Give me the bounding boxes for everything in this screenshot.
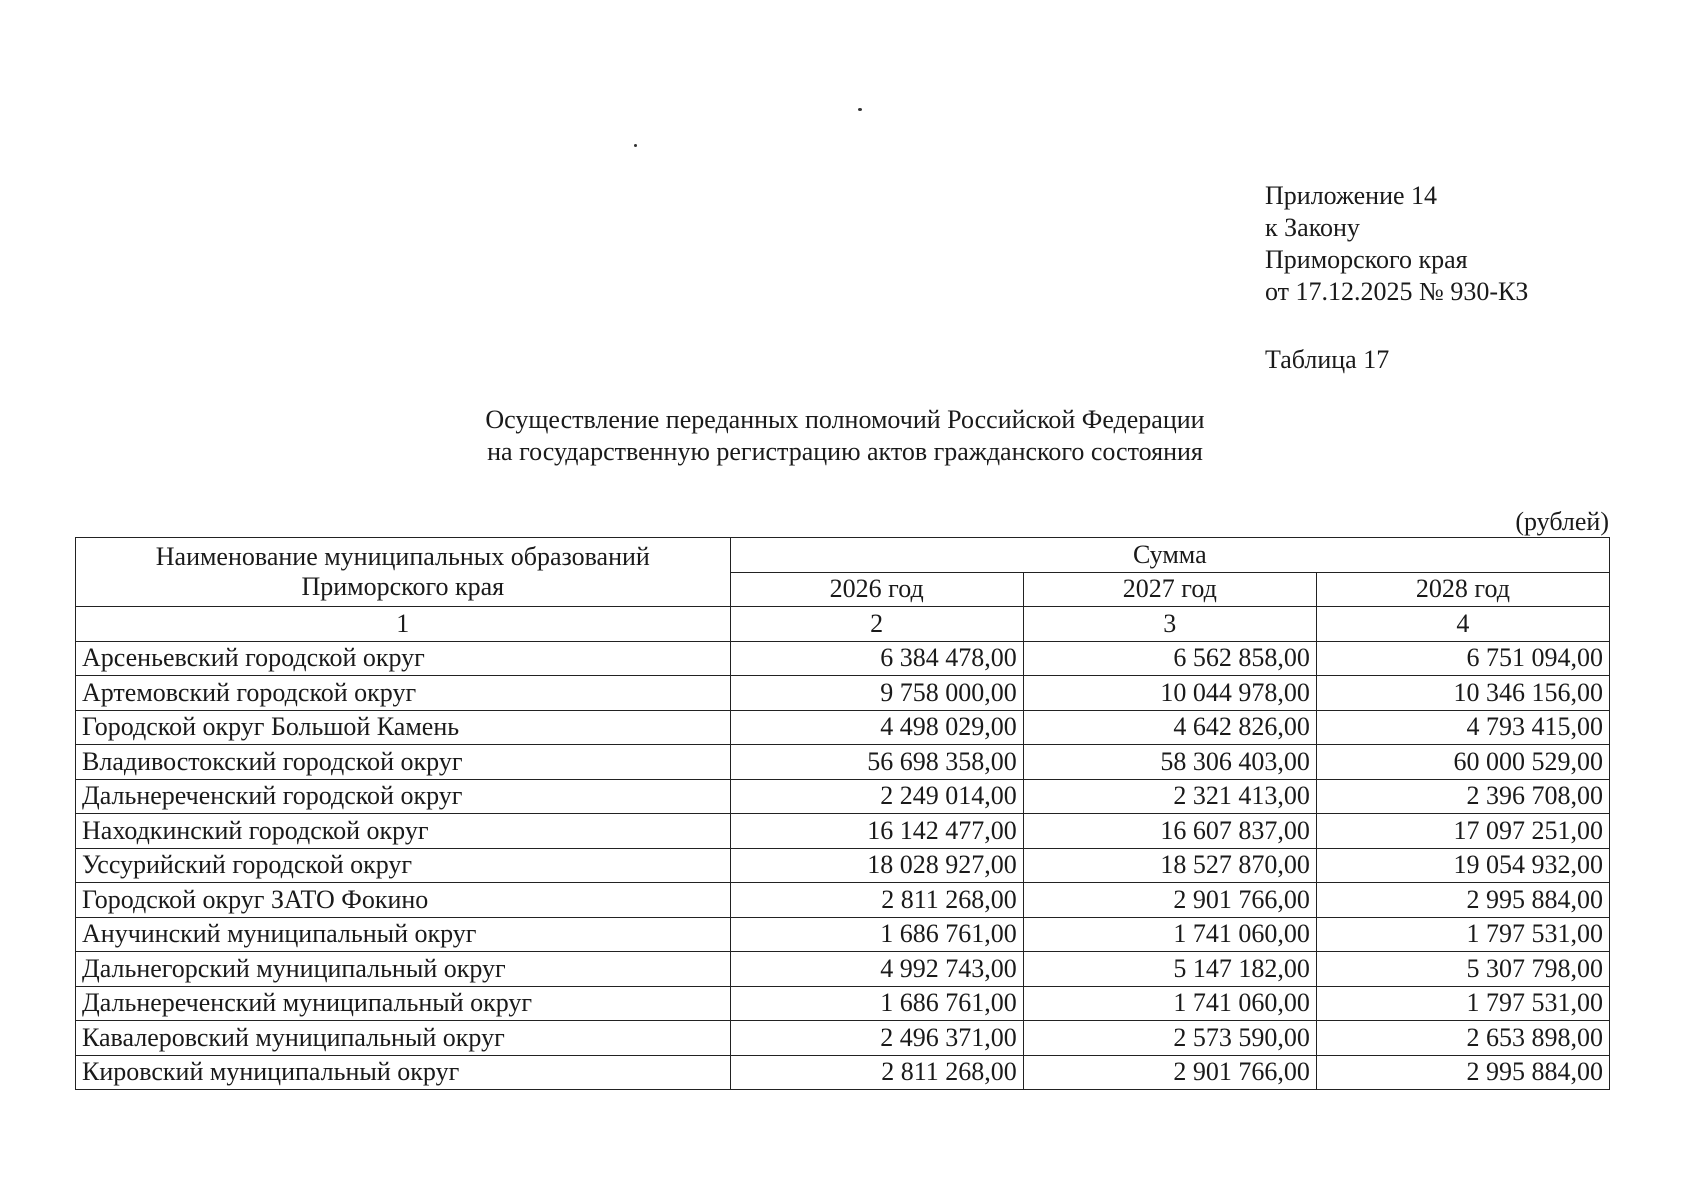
amount-2027: 5 147 182,00 (1023, 952, 1316, 987)
column-index: 3 (1023, 607, 1316, 642)
municipality-name: Кавалеровский муниципальный округ (76, 1021, 731, 1056)
table-row (76, 779, 1610, 814)
table-row (76, 641, 1610, 676)
header-name-column: Наименование муниципальных образований Приморского края (76, 538, 731, 607)
amount-2028: 2 995 884,00 (1316, 1055, 1609, 1090)
amount-2026: 18 028 927,00 (730, 848, 1023, 883)
municipality-name: Владивостокский городской округ (76, 745, 731, 780)
table-row (76, 917, 1610, 952)
amount-2027: 6 562 858,00 (1023, 641, 1316, 676)
amount-2026: 9 758 000,00 (730, 676, 1023, 711)
amount-2028: 2 653 898,00 (1316, 1021, 1609, 1056)
amount-2026: 56 698 358,00 (730, 745, 1023, 780)
amount-2027: 16 607 837,00 (1023, 814, 1316, 849)
amount-2028: 60 000 529,00 (1316, 745, 1609, 780)
amount-2028: 5 307 798,00 (1316, 952, 1609, 987)
amount-2026: 4 498 029,00 (730, 710, 1023, 745)
amount-2027: 1 741 060,00 (1023, 917, 1316, 952)
amount-2026: 6 384 478,00 (730, 641, 1023, 676)
amount-2028: 4 793 415,00 (1316, 710, 1609, 745)
amount-2026: 2 811 268,00 (730, 1055, 1023, 1090)
amount-2026: 1 686 761,00 (730, 917, 1023, 952)
table-row (76, 1055, 1610, 1090)
amount-2026: 2 496 371,00 (730, 1021, 1023, 1056)
table-row (76, 1021, 1610, 1056)
municipality-name: Городской округ ЗАТО Фокино (76, 883, 731, 918)
table-row (76, 883, 1610, 918)
amount-2028: 2 995 884,00 (1316, 883, 1609, 918)
table-row (76, 814, 1610, 849)
amount-2027: 2 901 766,00 (1023, 883, 1316, 918)
amount-2026: 16 142 477,00 (730, 814, 1023, 849)
header-year-2026: 2026 год (730, 572, 1023, 607)
municipality-name: Кировский муниципальный округ (76, 1055, 731, 1090)
appendix-line: Приложение 14 (1265, 181, 1438, 210)
appendix-line: Приморского края (1265, 245, 1468, 274)
table-row (76, 745, 1610, 780)
amount-2028: 1 797 531,00 (1316, 986, 1609, 1021)
document-title (300, 404, 1390, 468)
header-year-2027: 2027 год (1023, 572, 1316, 607)
amount-2026: 2 811 268,00 (730, 883, 1023, 918)
amount-2026: 4 992 743,00 (730, 952, 1023, 987)
amount-2028: 10 346 156,00 (1316, 676, 1609, 711)
appendix-line: от 17.12.2025 № 930-КЗ (1265, 277, 1529, 306)
column-index-row (76, 607, 1610, 642)
amount-2028: 17 097 251,00 (1316, 814, 1609, 849)
amount-2026: 2 249 014,00 (730, 779, 1023, 814)
table-row (76, 848, 1610, 883)
column-index: 4 (1316, 607, 1609, 642)
amount-2027: 18 527 870,00 (1023, 848, 1316, 883)
municipality-name: Арсеньевский городской округ (76, 641, 731, 676)
scan-speck (634, 144, 637, 147)
municipality-name: Дальнереченский муниципальный округ (76, 986, 731, 1021)
appendix-line: к Закону (1265, 213, 1360, 242)
amount-2026: 1 686 761,00 (730, 986, 1023, 1021)
title-line-1: Осуществление переданных полномочий Российской Федерации (485, 405, 1205, 434)
amount-2027: 10 044 978,00 (1023, 676, 1316, 711)
amount-2028: 1 797 531,00 (1316, 917, 1609, 952)
table-body (76, 641, 1610, 1090)
table-row (76, 952, 1610, 987)
amount-2027: 4 642 826,00 (1023, 710, 1316, 745)
amount-2027: 2 321 413,00 (1023, 779, 1316, 814)
municipality-name: Городской округ Большой Камень (76, 710, 731, 745)
amount-2028: 2 396 708,00 (1316, 779, 1609, 814)
units-label: (рублей) (1515, 507, 1609, 536)
table-header (76, 538, 1610, 642)
table-row (76, 986, 1610, 1021)
column-index: 1 (76, 607, 731, 642)
amount-2028: 6 751 094,00 (1316, 641, 1609, 676)
amount-2027: 2 901 766,00 (1023, 1055, 1316, 1090)
amount-2028: 19 054 932,00 (1316, 848, 1609, 883)
column-index: 2 (730, 607, 1023, 642)
header-year-2028: 2028 год (1316, 572, 1609, 607)
municipality-name: Уссурийский городской округ (76, 848, 731, 883)
scan-speck (858, 108, 862, 111)
amount-2027: 58 306 403,00 (1023, 745, 1316, 780)
table-number: Таблица 17 (1265, 345, 1390, 374)
title-line-2: на государственную регистрацию актов гражданского состояния (487, 437, 1203, 466)
municipality-name: Дальнереченский городской округ (76, 779, 731, 814)
amount-2027: 1 741 060,00 (1023, 986, 1316, 1021)
table-row (76, 710, 1610, 745)
table-row (76, 676, 1610, 711)
budget-table (75, 537, 1610, 1090)
municipality-name: Дальнегорский муниципальный округ (76, 952, 731, 987)
municipality-name: Артемовский городской округ (76, 676, 731, 711)
municipality-name: Находкинский городской округ (76, 814, 731, 849)
header-sum-column: Сумма (730, 538, 1609, 573)
amount-2027: 2 573 590,00 (1023, 1021, 1316, 1056)
municipality-name: Анучинский муниципальный округ (76, 917, 731, 952)
appendix-block (1265, 180, 1528, 308)
